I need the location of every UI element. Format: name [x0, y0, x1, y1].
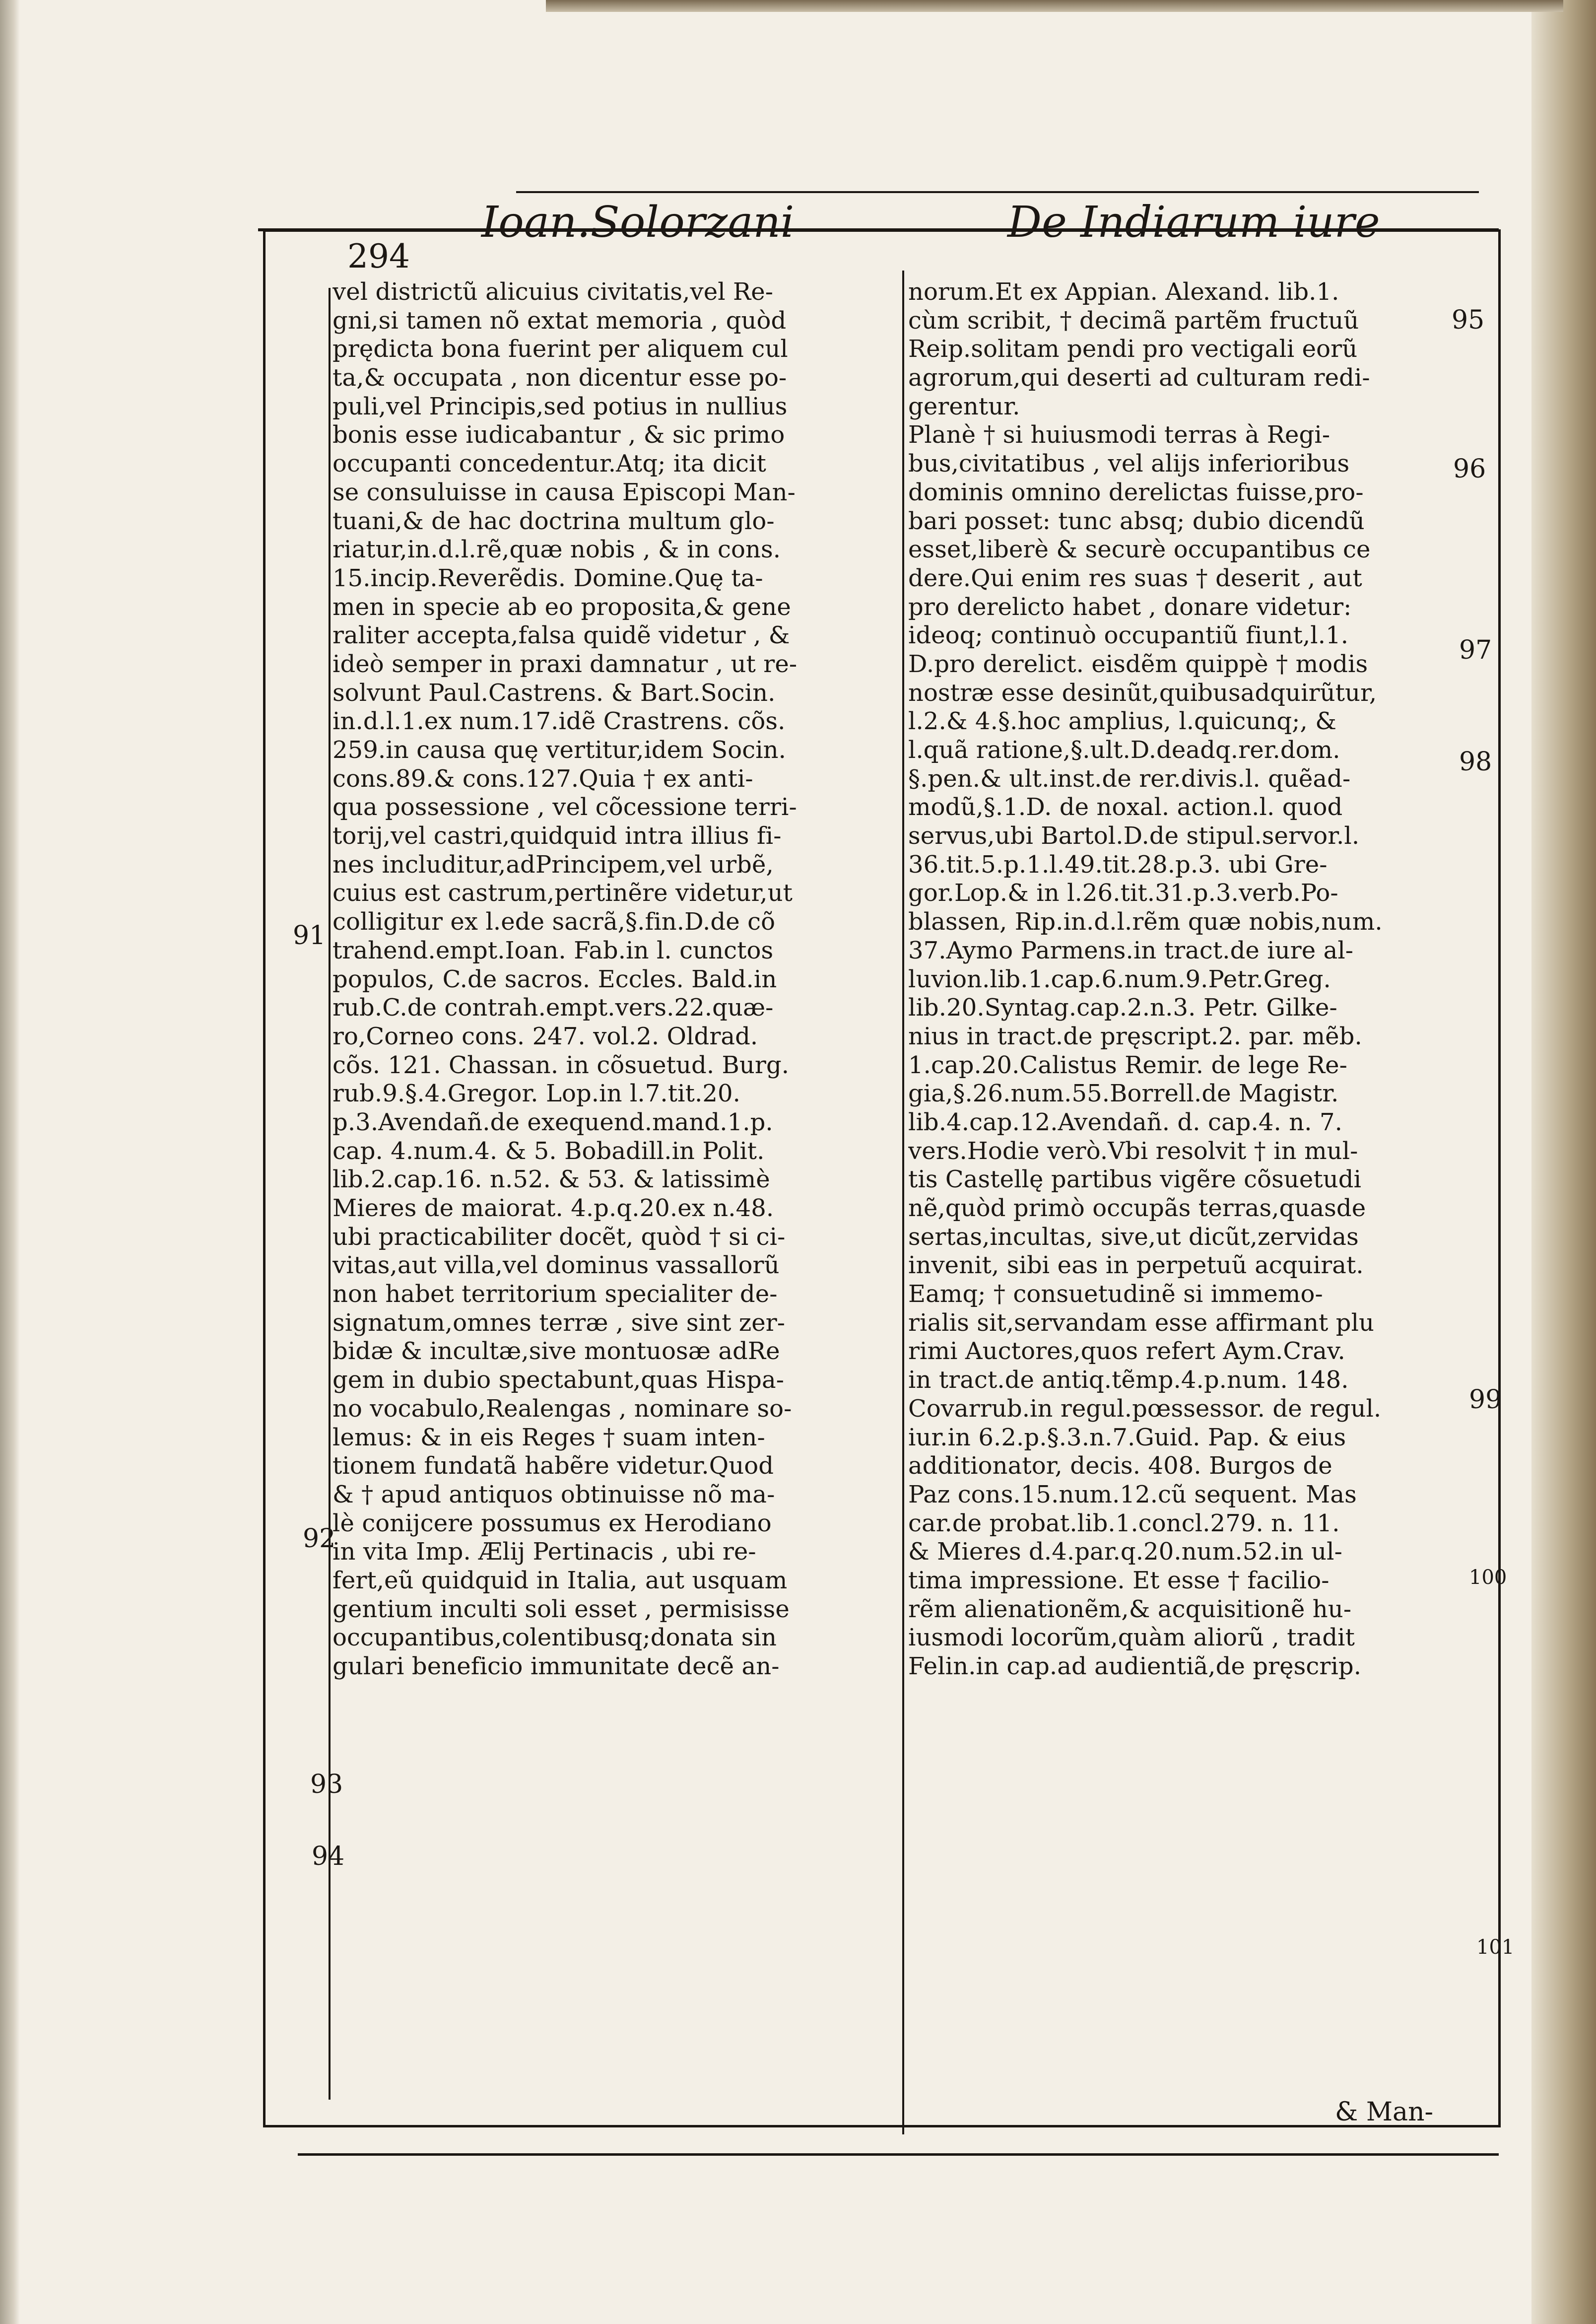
text-line: in.d.l.1.ex num.17.idẽ Crastrens. cõs.: [332, 707, 786, 736]
text-line: tuani,& de hac doctrina multum glo-: [332, 507, 775, 535]
text-line: Paz cons.15.num.12.cũ sequent. Mas: [908, 1480, 1357, 1508]
text-line: gem in dubio spectabunt,quas Hispa-: [332, 1366, 785, 1394]
text-line: l.2.& 4.§.hoc amplius, l.quicunq;, &: [908, 707, 1337, 736]
text-line: populos, C.de sacros. Eccles. Bald.in: [332, 965, 777, 993]
text-line: dominis omnino derelictas fuisse,pro-: [908, 478, 1364, 506]
margin-note-96: 96: [1453, 454, 1486, 484]
text-line: luvion.lib.1.cap.6.num.9.Petr.Greg.: [908, 965, 1331, 993]
text-line: cons.89.& cons.127.Quia † ex anti-: [332, 764, 753, 793]
text-line: nius in tract.de pręscript.2. par. mẽb.: [908, 1022, 1362, 1050]
page-edge-right: [1531, 0, 1596, 2324]
page-number: 294: [347, 237, 410, 275]
margin-note-94: 94: [312, 1842, 345, 1871]
text-line: non habet territorium specialiter de-: [332, 1280, 778, 1308]
text-line: esset,liberè & securè occupantibus ce: [908, 536, 1371, 564]
text-line: rẽm alienationẽm,& acquisitionẽ hu-: [908, 1595, 1352, 1623]
text-line: bidæ & incultæ,sive montuosæ adRe: [332, 1337, 780, 1366]
text-line: cõs. 121. Chassan. in cõsuetud. Burg.: [332, 1051, 790, 1079]
text-line: p.3.Avendañ.de exequend.mand.1.p.: [332, 1108, 773, 1136]
text-line: vers.Hodie verò.Vbi resolvit † in mul-: [908, 1137, 1358, 1165]
text-line: Eamq; † consuetudinẽ si immemo-: [908, 1280, 1323, 1308]
text-line: Mieres de maiorat. 4.p.q.20.ex n.48.: [332, 1194, 774, 1222]
text-line: trahend.empt.Ioan. Fab.in l. cunctos: [332, 936, 774, 964]
text-line: gia,§.26.num.55.Borrell.de Magistr.: [908, 1080, 1339, 1108]
text-line: vel districtũ alicuius civitatis,vel Re-: [332, 278, 774, 306]
text-line: ro,Corneo cons. 247. vol.2. Oldrad.: [332, 1022, 758, 1050]
text-line: norum.Et ex Appian. Alexand. lib.1.: [908, 278, 1339, 306]
text-line: in vita Imp. Ælij Pertinacis , ubi re-: [332, 1538, 756, 1566]
text-line: Planè † si huiusmodi terras à Regi-: [908, 421, 1330, 449]
left-column-rule: [329, 288, 331, 2100]
text-line: Felin.in cap.ad audientiã,de pręscrip.: [908, 1652, 1362, 1680]
text-line: tis Castellę partibus vigẽre cõsuetudi: [908, 1165, 1362, 1194]
text-line: men in specie ab eo proposita,& gene: [332, 593, 791, 621]
text-line: invenit, sibi eas in perpetuũ acquirat.: [908, 1251, 1364, 1280]
text-line: gor.Lop.& in l.26.tit.31.p.3.verb.Po-: [908, 879, 1338, 907]
column-divider: [902, 271, 904, 2134]
margin-note-98: 98: [1459, 747, 1492, 777]
margin-note-91: 91: [293, 921, 326, 951]
margin-note-101: 101: [1476, 1936, 1515, 1959]
text-line: occupantibus,colentibusq;donata sin: [332, 1624, 777, 1652]
text-line: car.de probat.lib.1.concl.279. n. 11.: [908, 1509, 1340, 1537]
text-line: iusmodi locorũm,quàm aliorũ , tradit: [908, 1624, 1355, 1652]
right-column: [908, 278, 1474, 2075]
text-line: gentium inculti soli esset , permisisse: [332, 1595, 790, 1623]
text-line: additionator, decis. 408. Burgos de: [908, 1452, 1332, 1480]
left-column: [332, 278, 896, 2075]
text-line: rialis sit,servandam esse affirmant plu: [908, 1308, 1375, 1337]
text-line: vitas,aut villa,vel dominus vassallorũ: [332, 1251, 780, 1280]
text-line: & † apud antiquos obtinuisse nõ ma-: [332, 1480, 775, 1508]
text-line: nostræ esse desinũt,quibusadquirũtur,: [908, 679, 1377, 707]
text-line: fert,eũ quidquid in Italia, aut usquam: [332, 1566, 788, 1594]
text-line: Covarrub.in regul.pœssessor. de regul.: [908, 1394, 1382, 1423]
margin-note-95: 95: [1452, 305, 1485, 335]
running-head-author: Ioan.Solorzani: [481, 198, 795, 247]
text-line: gerentur.: [908, 392, 1020, 420]
text-line: 259.in causa quę vertitur,idem Socin.: [332, 736, 787, 764]
text-line: ta,& occupata , non dicentur esse po-: [332, 364, 787, 392]
book-spine-shadow: [0, 0, 20, 2324]
text-line: Reip.solitam pendi pro vectigali eorũ: [908, 335, 1358, 363]
text-line: nes includitur,adPrincipem,vel urbẽ,: [332, 850, 774, 879]
text-line: §.pen.& ult.inst.de rer.divis.l. quẽad-: [908, 764, 1351, 793]
text-line: occupanti concedentur.Atq; ita dicit: [332, 450, 766, 478]
text-line: gulari beneficio immunitate decẽ an-: [332, 1652, 780, 1680]
text-line: lib.2.cap.16. n.52. & 53. & latissimè: [332, 1165, 770, 1194]
text-line: ubi practicabiliter docẽt, quòd † si ci-: [332, 1223, 786, 1251]
text-line: dere.Qui enim res suas † deserit , aut: [908, 564, 1362, 592]
margin-note-100: 100: [1469, 1566, 1507, 1589]
text-line: rub.9.§.4.Gregor. Lop.in l.7.tit.20.: [332, 1080, 741, 1108]
text-line: raliter accepta,falsa quidẽ videtur , &: [332, 621, 790, 650]
text-line: solvunt Paul.Castrens. & Bart.Socin.: [332, 679, 776, 707]
text-line: bus,civitatibus , vel alijs inferioribus: [908, 450, 1350, 478]
text-line: rimi Auctores,quos refert Aym.Crav.: [908, 1337, 1345, 1366]
text-line: 15.incip.Reverẽdis. Domine.Quę ta-: [332, 564, 763, 592]
page-edge-top: [546, 0, 1563, 12]
text-line: se consuluisse in causa Episcopi Man-: [332, 478, 796, 506]
text-line: iur.in 6.2.p.§.3.n.7.Guid. Pap. & eius: [908, 1423, 1346, 1451]
text-line: 36.tit.5.p.1.l.49.tit.28.p.3. ubi Gre-: [908, 850, 1328, 879]
text-line: rub.C.de contrah.empt.vers.22.quæ-: [332, 994, 774, 1022]
text-line: cuius est castrum,pertinẽre videtur,ut: [332, 879, 793, 907]
text-line: qua possessione , vel cõcessione terri-: [332, 793, 797, 821]
text-line: agrorum,qui deserti ad culturam redi-: [908, 364, 1370, 392]
text-line: l.quã ratione,§.ult.D.deadq.rer.dom.: [908, 736, 1340, 764]
text-line: cap. 4.num.4. & 5. Bobadill.in Polit.: [332, 1137, 765, 1165]
text-line: gni,si tamen nõ extat memoria , quòd: [332, 306, 787, 335]
catchword: & Man-: [1335, 2097, 1434, 2127]
text-line: pro derelicto habet , donare videtur:: [908, 593, 1352, 621]
text-line: D.pro derelict. eisdẽm quippè † modis: [908, 650, 1368, 678]
text-line: bonis esse iudicabantur , & sic primo: [332, 421, 785, 449]
text-line: cùm scribit, † decimã partẽm fructuũ: [908, 306, 1359, 335]
running-head-title: De Indiarum iure: [1007, 198, 1380, 247]
text-line: ideò semper in praxi damnatur , ut re-: [332, 650, 798, 678]
text-line: signatum,omnes terræ , sive sint zer-: [332, 1308, 786, 1337]
text-line: tionem fundatã habẽre videtur.Quod: [332, 1452, 774, 1480]
text-line: sertas,incultas, sive,ut dicũt,zervidas: [908, 1223, 1359, 1251]
text-line: blassen, Rip.in.d.l.rẽm quæ nobis,num.: [908, 908, 1383, 936]
text-line: nẽ,quòd primò occupãs terras,quasde: [908, 1194, 1366, 1222]
text-line: tima impressione. Et esse † facilio-: [908, 1566, 1330, 1594]
margin-note-97: 97: [1459, 635, 1492, 665]
text-line: ideoq; continuò occupantiũ fiunt,l.1.: [908, 621, 1349, 650]
text-line: bari posset: tunc absq; dubio dicendũ: [908, 507, 1365, 535]
text-line: prędicta bona fuerint per aliquem cul: [332, 335, 788, 363]
text-line: lemus: & in eis Reges † suam inten-: [332, 1423, 765, 1451]
text-line: colligitur ex l.ede sacrã,§.fin.D.de cõ: [332, 908, 776, 936]
margin-note-92: 92: [303, 1524, 336, 1554]
margin-note-99: 99: [1469, 1385, 1502, 1415]
text-line: servus,ubi Bartol.D.de stipul.servor.l.: [908, 822, 1360, 850]
text-line: torij,vel castri,quidquid intra illius fi-: [332, 822, 782, 850]
text-line: in tract.de antiq.tẽmp.4.p.num. 148.: [908, 1366, 1349, 1394]
text-line: & Mieres d.4.par.q.20.num.52.in ul-: [908, 1538, 1342, 1566]
text-line: riatur,in.d.l.rẽ,quæ nobis , & in cons.: [332, 536, 781, 564]
text-line: lè conijcere possumus ex Herodiano: [332, 1509, 772, 1537]
text-line: lib.20.Syntag.cap.2.n.3. Petr. Gilke-: [908, 994, 1337, 1022]
text-line: lib.4.cap.12.Avendañ. d. cap.4. n. 7.: [908, 1108, 1342, 1136]
text-line: no vocabulo,Realengas , nominare so-: [332, 1394, 792, 1423]
text-line: modũ,§.1.D. de noxal. action.l. quod: [908, 793, 1343, 821]
bottom-rule: [298, 2153, 1499, 2156]
margin-note-93: 93: [310, 1770, 343, 1799]
top-rule: [516, 191, 1479, 193]
text-line: puli,vel Principis,sed potius in nullius: [332, 392, 788, 420]
text-line: 1.cap.20.Calistus Remir. de lege Re-: [908, 1051, 1347, 1079]
text-line: 37.Aymo Parmens.in tract.de iure al-: [908, 936, 1354, 964]
